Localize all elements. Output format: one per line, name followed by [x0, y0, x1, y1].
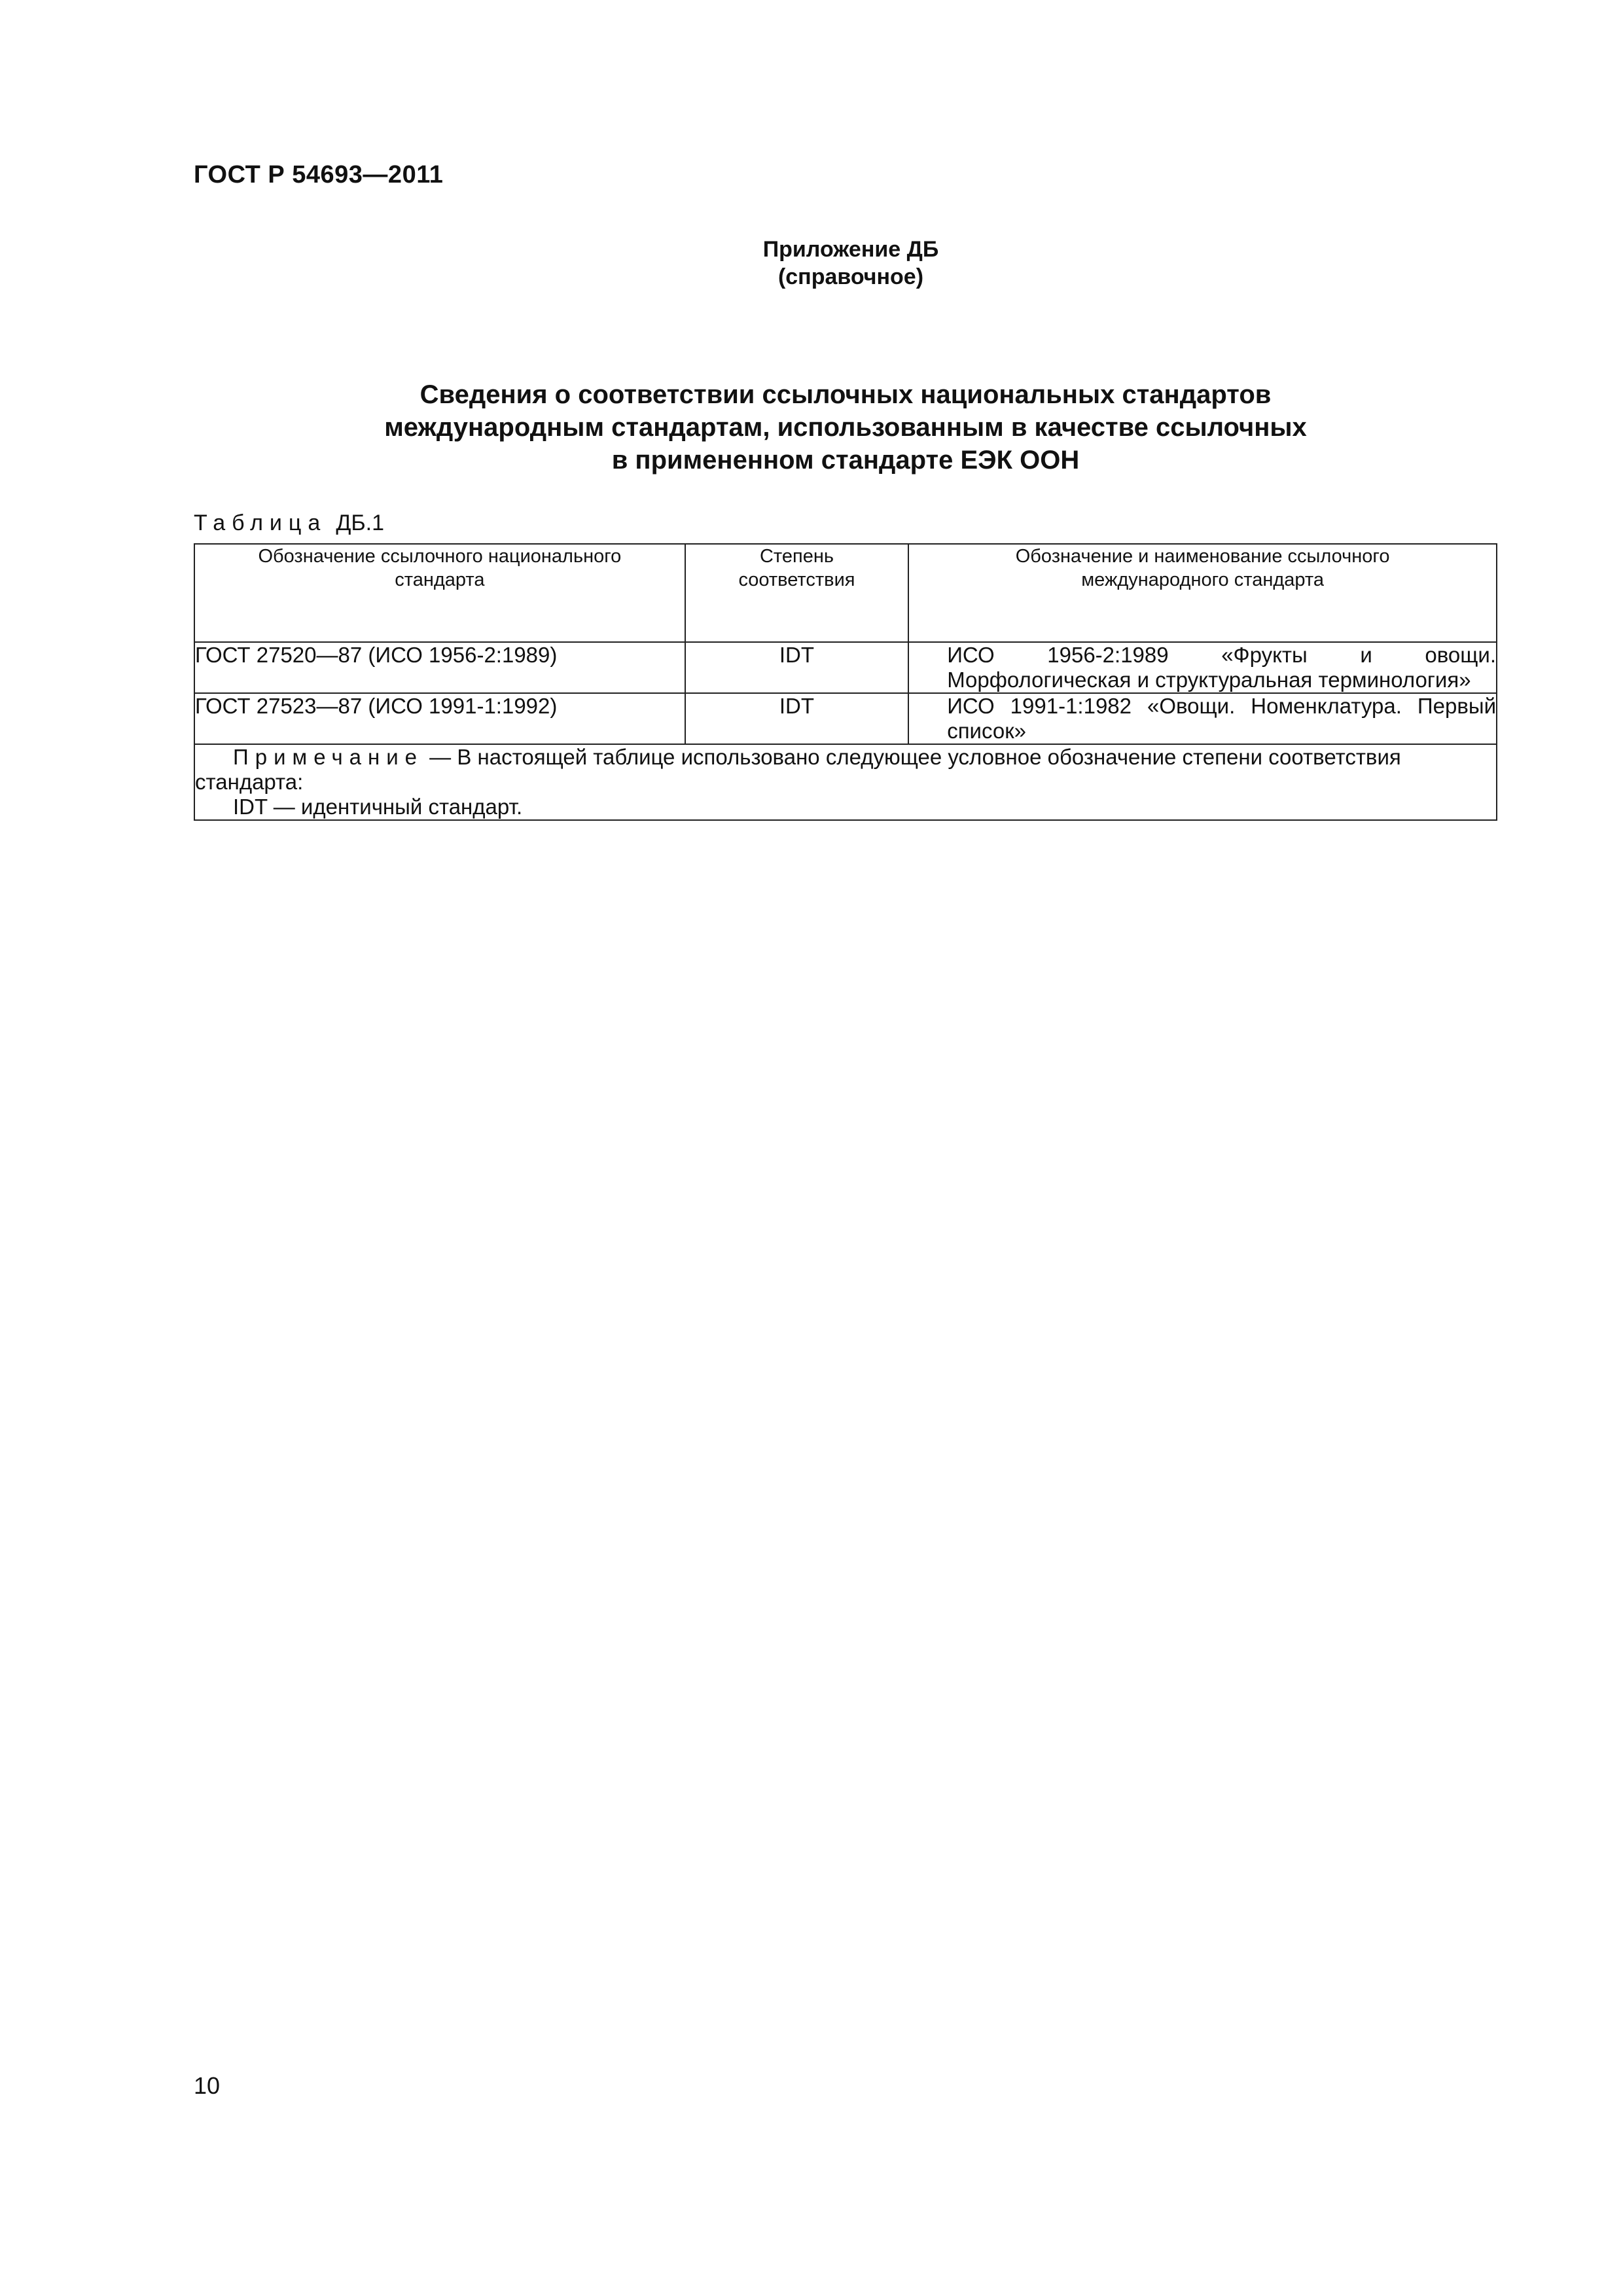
- cell-national-standard: ГОСТ 27520—87 (ИСО 1956-2:1989): [194, 642, 685, 693]
- column-header-national: [194, 544, 685, 642]
- column-header-degree: [685, 544, 908, 642]
- column-header-international: [908, 544, 1497, 642]
- correspondence-table: [194, 543, 1497, 821]
- note-legend: IDT — идентичный стандарт.: [233, 795, 523, 819]
- note-text: [195, 745, 1496, 795]
- column-header-national-text: Обозначение ссылочного национального стандарта: [258, 546, 622, 590]
- table-label-word: Таблица: [194, 511, 327, 535]
- table-note-row: [194, 744, 1497, 820]
- table-label-number: ДБ.1: [336, 511, 385, 535]
- cell-international-text: ИСО 1991-1:1982 «Овощи. Номенклатура. Первый список»: [947, 694, 1496, 743]
- table-row: [194, 642, 1497, 693]
- note-label: Примечание: [233, 745, 424, 769]
- table-row: [194, 693, 1497, 744]
- appendix-kind: (справочное): [777, 264, 924, 289]
- column-header-degree-text: Степень соответствия: [738, 546, 855, 590]
- section-heading-line-1: Сведения о соответствии ссылочных национальных стандартов: [419, 380, 1272, 409]
- note-body: — В настоящей таблице использовано следующее условное обозначение степени соответствия стандарта:: [195, 745, 1401, 794]
- table-note: [194, 744, 1497, 820]
- cell-degree: IDT: [685, 693, 908, 744]
- section-heading-line-3: в примененном стандарте ЕЭК ООН: [611, 446, 1080, 475]
- table-label: [194, 511, 384, 536]
- cell-international-standard: [908, 693, 1497, 744]
- section-heading-line-2: международным стандартам, использованным в качестве ссылочных: [384, 413, 1307, 442]
- cell-degree: IDT: [685, 642, 908, 693]
- table-header-row: [194, 544, 1497, 642]
- appendix-title: Приложение ДБ: [762, 237, 939, 262]
- column-header-international-text: Обозначение и наименование ссылочного международного стандарта: [1015, 546, 1390, 590]
- cell-national-standard: ГОСТ 27523—87 (ИСО 1991-1:1992): [194, 693, 685, 744]
- cell-international-text: ИСО 1956-2:1989 «Фрукты и овощи. Морфологическая и структуральная терминология»: [947, 643, 1496, 692]
- document-code: ГОСТ Р 54693—2011: [194, 161, 444, 188]
- cell-international-standard: [908, 642, 1497, 693]
- page-number: 10: [194, 2072, 221, 2099]
